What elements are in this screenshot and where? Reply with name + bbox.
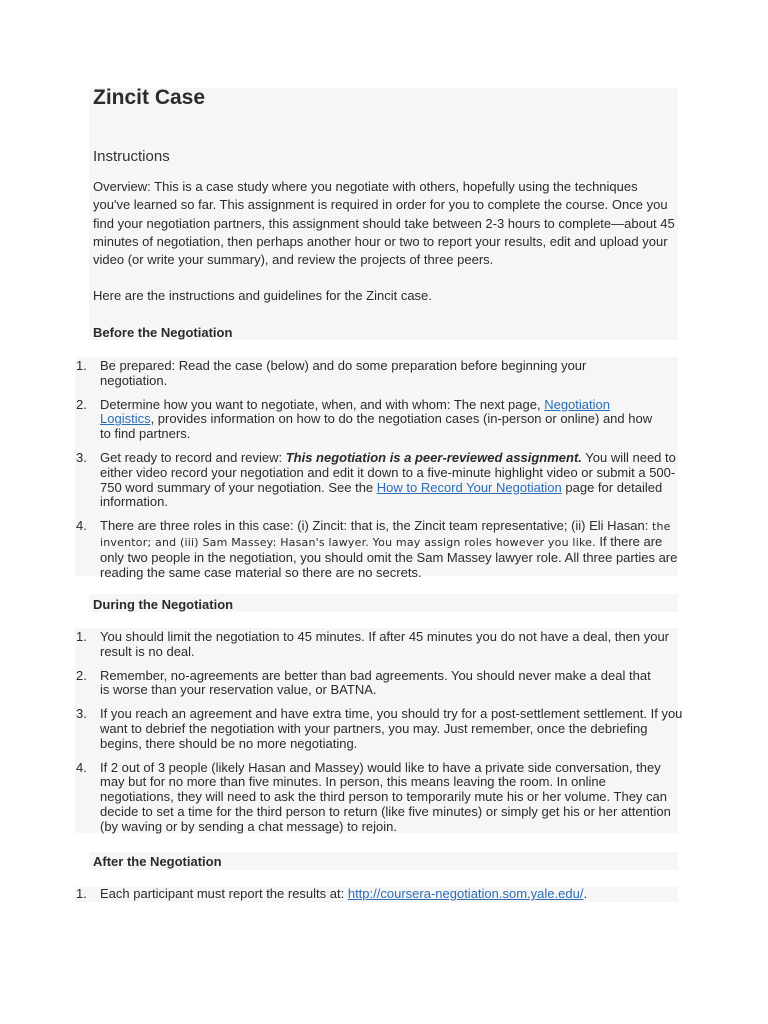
list-item bbox=[0, 519, 682, 580]
list-text: If there are only two people in the negotiation, you should omit the Sam Massey lawyer role. All three parties are reading the same case material so there are no secrets. bbox=[100, 533, 678, 580]
list-text: You will need to either video record your negotiation and edit it down to a five-minute highlight video or submit a 500-750 word summary of your negotiation. See the bbox=[100, 449, 676, 495]
list-number: 4. bbox=[76, 759, 87, 775]
list-text: If you reach an agreement and have extra time, you should try for a post-settlement settlement. If you want to debrief the negotiation with your partners, you may. Just remember, once the debriefing begins, there should be no more negotiating. bbox=[100, 706, 683, 751]
after-list bbox=[0, 887, 676, 911]
list-number: 3. bbox=[76, 706, 87, 722]
list-text: page for detailed information. bbox=[100, 479, 663, 510]
before-list bbox=[0, 359, 676, 589]
list-item bbox=[0, 398, 660, 442]
before-heading: Before the Negotiation bbox=[93, 325, 233, 340]
overview-paragraph: Overview: This is a case study where you negotiate with others, hopefully using the techniques you've learned so far. This assignment is required in order for you to complete the course. Once you find your negotiation partners, this assignment should take between 2-3 hours to complete—about 45 minutes of negotiation, then perhaps another hour or two to report your results, edit and upload your video (or write your summary), and review the projects of three peers. bbox=[93, 179, 675, 268]
list-text: There are three roles in this case: (i) Zincit: that is, the Zincit team representative; (ii) Eli Hasan: bbox=[100, 518, 652, 534]
how-to-record-link[interactable]: How to Record Your Negotiation bbox=[376, 479, 562, 495]
list-text: Each participant must report the results at: bbox=[100, 886, 348, 901]
list-text: You should limit the negotiation to 45 minutes. If after 45 minutes you do not have a deal, then your result is no deal. bbox=[100, 629, 669, 659]
list-item bbox=[0, 887, 690, 902]
after-heading: After the Negotiation bbox=[93, 854, 222, 869]
list-text: Get ready to record and review: bbox=[100, 449, 286, 465]
list-item bbox=[0, 451, 676, 510]
during-list bbox=[0, 629, 683, 844]
list-text: Be prepared: Read the case (below) and do some preparation before beginning your negotiation. bbox=[100, 358, 587, 388]
list-item bbox=[0, 761, 677, 835]
list-text: Remember, no-agreements are better than bad agreements. You should never make a deal that is worse than your reservation value, or BATNA. bbox=[100, 667, 651, 698]
list-text-small: the inventor; and (iii) Sam Massey: Hasan's lawyer. You may assign roles however you like. bbox=[100, 520, 671, 549]
list-text: , provides information on how to do the negotiation cases (in-person or online) and how to find partners. bbox=[100, 411, 653, 442]
list-item bbox=[0, 630, 676, 660]
list-text: Determine how you want to negotiate, when, and with whom: The next page, bbox=[100, 396, 545, 412]
instructions-heading: Instructions bbox=[93, 148, 170, 165]
results-url-link[interactable]: http://coursera-negotiation.som.yale.edu/ bbox=[347, 886, 584, 901]
negotiation-logistics-link[interactable]: Negotiation Logistics bbox=[100, 396, 610, 427]
list-number: 1. bbox=[76, 358, 87, 373]
list-number: 4. bbox=[76, 518, 87, 534]
list-item bbox=[0, 359, 620, 389]
list-text: . bbox=[583, 886, 588, 901]
list-item bbox=[0, 707, 685, 751]
peer-review-emphasis: This negotiation is a peer-reviewed assignment. bbox=[285, 449, 582, 465]
list-number: 1. bbox=[76, 629, 87, 644]
list-text: If 2 out of 3 people (likely Hasan and Massey) would like to have a private side conversation, they may but for no more than five minutes. In person, this means leaving the room. In online negotiations, they will need to ask the third person to temporarily mute his or her volume. They can decide to set a time for the third person to return (like five minutes) or simply get his or her attention (by waving or by sending a chat message) to rejoin. bbox=[100, 759, 671, 834]
list-number: 2. bbox=[76, 667, 87, 683]
page-title: Zincit Case bbox=[93, 86, 206, 109]
list-number: 3. bbox=[76, 449, 87, 465]
list-number: 1. bbox=[76, 886, 87, 901]
list-item bbox=[0, 669, 660, 699]
list-number: 2. bbox=[76, 396, 87, 412]
intro-paragraph: Here are the instructions and guidelines for the Zincit case. bbox=[93, 288, 432, 303]
during-heading: During the Negotiation bbox=[93, 597, 234, 612]
